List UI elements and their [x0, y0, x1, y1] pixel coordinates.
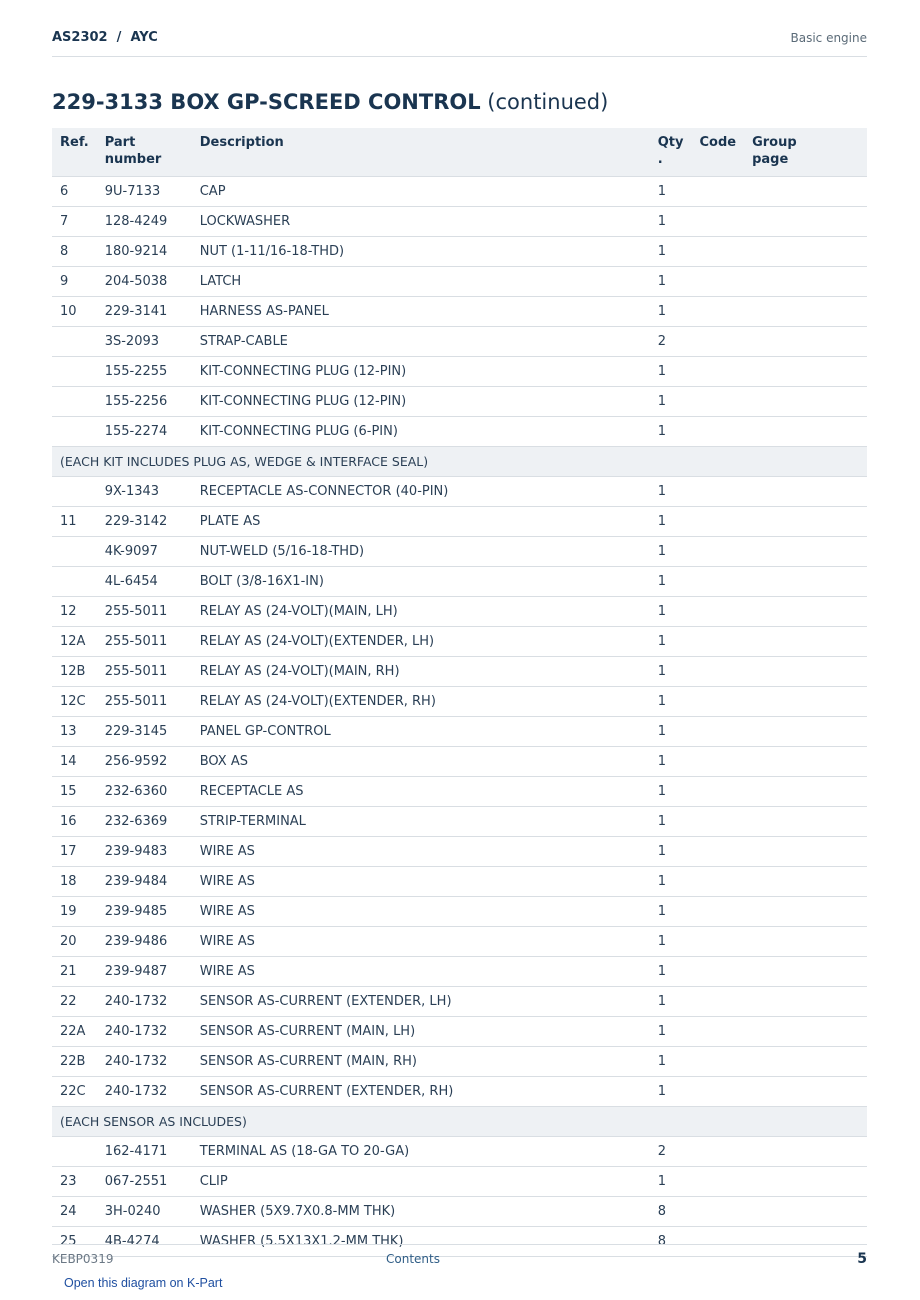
qty-cell: 1 — [650, 207, 692, 237]
group-page-cell — [744, 537, 867, 567]
description-cell: WIRE AS — [192, 897, 650, 927]
part-number-cell: 9U-7133 — [97, 177, 192, 207]
qty-cell: 1 — [650, 237, 692, 267]
group-page-cell — [744, 327, 867, 357]
code-cell — [691, 1197, 744, 1227]
part-number-cell: 240-1732 — [97, 1077, 192, 1107]
code-cell — [691, 807, 744, 837]
title-main: 229-3133 BOX GP-SCREED CONTROL — [52, 90, 481, 114]
qty-cell: 1 — [650, 267, 692, 297]
table-row — [52, 1227, 867, 1257]
description-cell: RELAY AS (24-VOLT)(EXTENDER, LH) — [192, 627, 650, 657]
description-cell: BOLT (3/8-16X1-IN) — [192, 567, 650, 597]
qty-cell: 1 — [650, 477, 692, 507]
table-row — [52, 507, 867, 537]
code-cell — [691, 747, 744, 777]
description-cell: STRIP-TERMINAL — [192, 807, 650, 837]
table-row — [52, 777, 867, 807]
table-row — [52, 177, 867, 207]
code-cell — [691, 987, 744, 1017]
ref-cell — [52, 417, 97, 447]
code-cell — [691, 1077, 744, 1107]
table-row — [52, 357, 867, 387]
page-number: 5 — [857, 1251, 867, 1267]
qty-cell: 1 — [650, 747, 692, 777]
group-page-cell — [744, 777, 867, 807]
part-number-cell: 232-6369 — [97, 807, 192, 837]
description-cell: LOCKWASHER — [192, 207, 650, 237]
ref-cell — [52, 387, 97, 417]
description-cell: WIRE AS — [192, 927, 650, 957]
part-number-cell: 155-2255 — [97, 357, 192, 387]
qty-cell: 1 — [650, 567, 692, 597]
code-cell — [691, 327, 744, 357]
title-suffix: (continued) — [487, 90, 609, 114]
code-cell — [691, 537, 744, 567]
column-header-group-page: Group page — [744, 128, 867, 177]
note-text: (EACH SENSOR AS INCLUDES) — [52, 1107, 867, 1137]
part-number-cell: 204-5038 — [97, 267, 192, 297]
qty-cell: 1 — [650, 807, 692, 837]
part-number-cell: 240-1732 — [97, 987, 192, 1017]
group-page-cell — [744, 207, 867, 237]
group-page-cell — [744, 477, 867, 507]
ref-cell — [52, 537, 97, 567]
table-row — [52, 417, 867, 447]
description-cell: HARNESS AS-PANEL — [192, 297, 650, 327]
table-row — [52, 687, 867, 717]
part-number-cell: 180-9214 — [97, 237, 192, 267]
note-text: (EACH KIT INCLUDES PLUG AS, WEDGE & INTERFACE SEAL) — [52, 447, 867, 477]
qty-cell: 1 — [650, 297, 692, 327]
part-number-cell: 232-6360 — [97, 777, 192, 807]
qty-cell: 1 — [650, 357, 692, 387]
qty-cell: 2 — [650, 327, 692, 357]
description-cell: RELAY AS (24-VOLT)(MAIN, LH) — [192, 597, 650, 627]
part-number-cell: 067-2551 — [97, 1167, 192, 1197]
code-cell — [691, 717, 744, 747]
qty-cell: 1 — [650, 177, 692, 207]
table-row — [52, 717, 867, 747]
table-row — [52, 987, 867, 1017]
part-number-cell: 255-5011 — [97, 597, 192, 627]
ref-cell: 9 — [52, 267, 97, 297]
description-cell: WIRE AS — [192, 957, 650, 987]
description-cell: LATCH — [192, 267, 650, 297]
code-cell — [691, 177, 744, 207]
ref-cell — [52, 567, 97, 597]
code-cell — [691, 357, 744, 387]
code-cell — [691, 237, 744, 267]
group-page-cell — [744, 237, 867, 267]
group-page-cell — [744, 627, 867, 657]
table-row — [52, 807, 867, 837]
table-note-row — [52, 1107, 867, 1137]
code-cell — [691, 777, 744, 807]
description-cell: NUT-WELD (5/16-18-THD) — [192, 537, 650, 567]
group-page-cell — [744, 897, 867, 927]
code-cell — [691, 687, 744, 717]
group-page-cell — [744, 807, 867, 837]
code-cell — [691, 837, 744, 867]
section-label: Basic engine — [790, 31, 867, 45]
table-row — [52, 567, 867, 597]
description-cell: WIRE AS — [192, 867, 650, 897]
table-row — [52, 837, 867, 867]
ref-cell: 23 — [52, 1167, 97, 1197]
code-cell — [691, 507, 744, 537]
code-cell — [691, 927, 744, 957]
group-page-cell — [744, 957, 867, 987]
part-number-cell: 255-5011 — [97, 627, 192, 657]
part-number-cell: 155-2256 — [97, 387, 192, 417]
part-number-cell: 255-5011 — [97, 657, 192, 687]
part-number-cell: 229-3141 — [97, 297, 192, 327]
description-cell: RELAY AS (24-VOLT)(MAIN, RH) — [192, 657, 650, 687]
part-number-cell: 162-4171 — [97, 1137, 192, 1167]
group-page-cell — [744, 1137, 867, 1167]
qty-cell: 1 — [650, 1167, 692, 1197]
ref-cell: 12C — [52, 687, 97, 717]
group-page-cell — [744, 837, 867, 867]
part-number-cell: 3H-0240 — [97, 1197, 192, 1227]
qty-cell: 8 — [650, 1197, 692, 1227]
qty-cell: 1 — [650, 1077, 692, 1107]
ref-cell — [52, 357, 97, 387]
part-number-cell: 229-3145 — [97, 717, 192, 747]
qty-cell: 1 — [650, 1047, 692, 1077]
group-page-cell — [744, 1077, 867, 1107]
ref-cell: 22C — [52, 1077, 97, 1107]
qty-cell: 1 — [650, 1017, 692, 1047]
qty-cell: 1 — [650, 957, 692, 987]
description-cell: KIT-CONNECTING PLUG (6-PIN) — [192, 417, 650, 447]
description-cell: RELAY AS (24-VOLT)(EXTENDER, RH) — [192, 687, 650, 717]
ref-cell: 24 — [52, 1197, 97, 1227]
code-cell — [691, 1137, 744, 1167]
ref-cell: 8 — [52, 237, 97, 267]
contents-link[interactable]: Contents — [386, 1252, 440, 1266]
qty-cell: 1 — [650, 687, 692, 717]
table-note-row — [52, 447, 867, 477]
qty-cell: 2 — [650, 1137, 692, 1167]
code-cell — [691, 1017, 744, 1047]
table-row — [52, 597, 867, 627]
qty-cell: 1 — [650, 897, 692, 927]
ref-cell: 17 — [52, 837, 97, 867]
table-row — [52, 1077, 867, 1107]
table-row — [52, 1017, 867, 1047]
qty-cell: 1 — [650, 987, 692, 1017]
table-row — [52, 1047, 867, 1077]
qty-cell: 1 — [650, 627, 692, 657]
code-cell — [691, 597, 744, 627]
group-page-cell — [744, 747, 867, 777]
description-cell: RECEPTACLE AS — [192, 777, 650, 807]
group-page-cell — [744, 267, 867, 297]
ref-cell: 15 — [52, 777, 97, 807]
table-row — [52, 957, 867, 987]
code-cell — [691, 867, 744, 897]
qty-cell: 1 — [650, 717, 692, 747]
qty-cell: 1 — [650, 927, 692, 957]
part-number-cell: 128-4249 — [97, 207, 192, 237]
ref-cell: 18 — [52, 867, 97, 897]
table-row — [52, 387, 867, 417]
part-number-cell: 239-9485 — [97, 897, 192, 927]
ref-cell: 22A — [52, 1017, 97, 1047]
column-header-description: Description — [192, 128, 650, 177]
code-cell — [691, 627, 744, 657]
ref-cell: 19 — [52, 897, 97, 927]
qty-cell: 8 — [650, 1227, 692, 1257]
table-row — [52, 327, 867, 357]
model-breadcrumb: AS2302 / AYC — [52, 30, 158, 45]
ref-cell: 13 — [52, 717, 97, 747]
description-cell: CAP — [192, 177, 650, 207]
part-number-cell: 240-1732 — [97, 1017, 192, 1047]
ref-cell: 12 — [52, 597, 97, 627]
qty-cell: 1 — [650, 597, 692, 627]
group-page-cell — [744, 597, 867, 627]
description-cell: WIRE AS — [192, 837, 650, 867]
ref-cell: 22B — [52, 1047, 97, 1077]
code-cell — [691, 1047, 744, 1077]
document-id: KEBP0319 — [52, 1252, 114, 1266]
table-row — [52, 747, 867, 777]
ref-cell — [52, 327, 97, 357]
table-row — [52, 297, 867, 327]
description-cell: SENSOR AS-CURRENT (EXTENDER, LH) — [192, 987, 650, 1017]
part-number-cell: 256-9592 — [97, 747, 192, 777]
group-page-cell — [744, 567, 867, 597]
qty-cell: 1 — [650, 417, 692, 447]
table-row — [52, 1167, 867, 1197]
code-cell — [691, 477, 744, 507]
part-number-cell: 239-9483 — [97, 837, 192, 867]
description-cell: KIT-CONNECTING PLUG (12-PIN) — [192, 357, 650, 387]
table-row — [52, 237, 867, 267]
description-cell: NUT (1-11/16-18-THD) — [192, 237, 650, 267]
open-diagram-link[interactable]: Open this diagram on K-Part — [64, 1276, 223, 1290]
column-header-part-number: Part number — [97, 128, 192, 177]
group-page-cell — [744, 357, 867, 387]
part-number-cell: 239-9487 — [97, 957, 192, 987]
ref-cell: 10 — [52, 297, 97, 327]
table-row — [52, 867, 867, 897]
page-title — [52, 90, 608, 114]
ref-cell — [52, 477, 97, 507]
code-cell — [691, 207, 744, 237]
part-number-cell: 4K-9097 — [97, 537, 192, 567]
description-cell: WASHER (5.5X13X1.2-MM THK) — [192, 1227, 650, 1257]
parts-table-body — [52, 177, 867, 1257]
part-number-cell: 240-1732 — [97, 1047, 192, 1077]
code-cell — [691, 267, 744, 297]
page-header — [52, 28, 867, 57]
column-header-qty: Qty . — [650, 128, 692, 177]
column-header-code: Code — [691, 128, 744, 177]
ref-cell: 25 — [52, 1227, 97, 1257]
group-page-cell — [744, 987, 867, 1017]
group-page-cell — [744, 1047, 867, 1077]
part-number-cell: 9X-1343 — [97, 477, 192, 507]
table-row — [52, 927, 867, 957]
table-row — [52, 477, 867, 507]
group-page-cell — [744, 387, 867, 417]
ref-cell: 6 — [52, 177, 97, 207]
group-page-cell — [744, 417, 867, 447]
table-row — [52, 537, 867, 567]
qty-cell: 1 — [650, 837, 692, 867]
ref-cell: 20 — [52, 927, 97, 957]
description-cell: RECEPTACLE AS-CONNECTOR (40-PIN) — [192, 477, 650, 507]
part-number-cell: 239-9486 — [97, 927, 192, 957]
table-row — [52, 1137, 867, 1167]
description-cell: PANEL GP-CONTROL — [192, 717, 650, 747]
group-page-cell — [744, 867, 867, 897]
group-page-cell — [744, 1017, 867, 1047]
qty-cell: 1 — [650, 867, 692, 897]
group-page-cell — [744, 717, 867, 747]
qty-cell: 1 — [650, 537, 692, 567]
qty-cell: 1 — [650, 657, 692, 687]
code-cell — [691, 1167, 744, 1197]
description-cell: WASHER (5X9.7X0.8-MM THK) — [192, 1197, 650, 1227]
qty-cell: 1 — [650, 777, 692, 807]
description-cell: SENSOR AS-CURRENT (MAIN, RH) — [192, 1047, 650, 1077]
code-cell — [691, 297, 744, 327]
ref-cell: 14 — [52, 747, 97, 777]
description-cell: SENSOR AS-CURRENT (MAIN, LH) — [192, 1017, 650, 1047]
description-cell: CLIP — [192, 1167, 650, 1197]
code-cell — [691, 387, 744, 417]
table-row — [52, 267, 867, 297]
ref-cell: 16 — [52, 807, 97, 837]
part-number-cell: 4B-4274 — [97, 1227, 192, 1257]
ref-cell: 21 — [52, 957, 97, 987]
column-header-ref: Ref. — [52, 128, 97, 177]
part-number-cell: 4L-6454 — [97, 567, 192, 597]
table-row — [52, 657, 867, 687]
table-header-row — [52, 128, 867, 177]
table-row — [52, 207, 867, 237]
ref-cell: 12A — [52, 627, 97, 657]
group-page-cell — [744, 657, 867, 687]
description-cell: KIT-CONNECTING PLUG (12-PIN) — [192, 387, 650, 417]
group-page-cell — [744, 1227, 867, 1257]
table-row — [52, 627, 867, 657]
part-number-cell: 3S-2093 — [97, 327, 192, 357]
group-page-cell — [744, 1197, 867, 1227]
ref-cell: 7 — [52, 207, 97, 237]
parts-table — [52, 128, 867, 1257]
part-number-cell: 239-9484 — [97, 867, 192, 897]
description-cell: TERMINAL AS (18-GA TO 20-GA) — [192, 1137, 650, 1167]
table-row — [52, 897, 867, 927]
group-page-cell — [744, 687, 867, 717]
description-cell: PLATE AS — [192, 507, 650, 537]
ref-cell: 22 — [52, 987, 97, 1017]
ref-cell: 11 — [52, 507, 97, 537]
ref-cell: 12B — [52, 657, 97, 687]
code-cell — [691, 657, 744, 687]
code-cell — [691, 417, 744, 447]
qty-cell: 1 — [650, 507, 692, 537]
part-number-cell: 229-3142 — [97, 507, 192, 537]
group-page-cell — [744, 297, 867, 327]
description-cell: BOX AS — [192, 747, 650, 777]
code-cell — [691, 897, 744, 927]
footer-divider — [52, 1244, 867, 1245]
description-cell: SENSOR AS-CURRENT (EXTENDER, RH) — [192, 1077, 650, 1107]
code-cell — [691, 957, 744, 987]
group-page-cell — [744, 507, 867, 537]
code-cell — [691, 567, 744, 597]
code-cell — [691, 1227, 744, 1257]
qty-cell: 1 — [650, 387, 692, 417]
description-cell: STRAP-CABLE — [192, 327, 650, 357]
table-row — [52, 1197, 867, 1227]
part-number-cell: 255-5011 — [97, 687, 192, 717]
group-page-cell — [744, 177, 867, 207]
part-number-cell: 155-2274 — [97, 417, 192, 447]
group-page-cell — [744, 1167, 867, 1197]
group-page-cell — [744, 927, 867, 957]
ref-cell — [52, 1137, 97, 1167]
